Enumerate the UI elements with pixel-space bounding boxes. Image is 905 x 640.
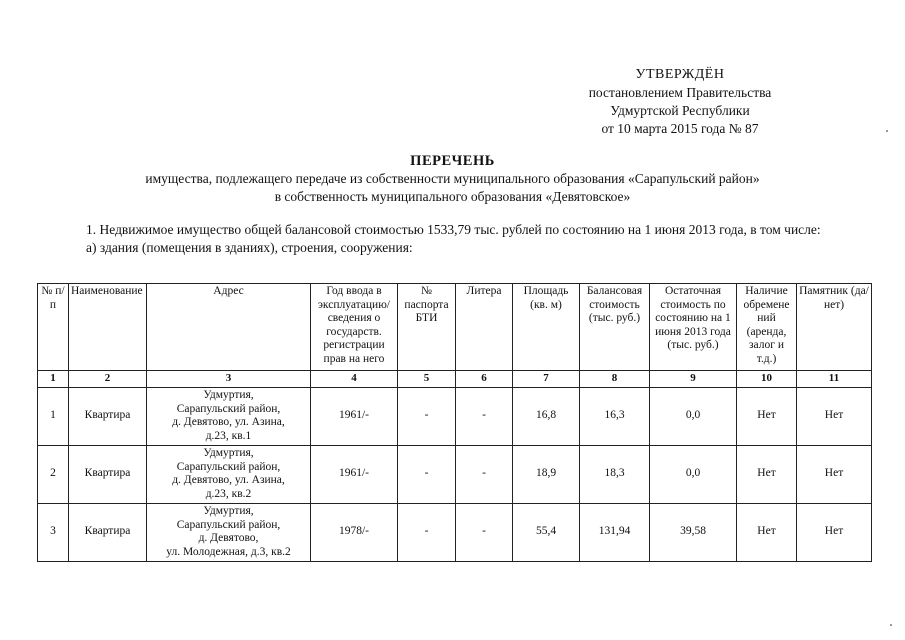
approval-block — [560, 66, 800, 138]
cell-area: 16,8 — [513, 387, 580, 445]
cell-number: 2 — [38, 445, 69, 503]
cell-encumbrance: Нет — [737, 503, 797, 561]
document-title: ПЕРЕЧЕНЬ — [410, 153, 495, 169]
cell-residual: 0,0 — [650, 445, 737, 503]
cell-year: 1961/- — [311, 445, 398, 503]
cell-address — [147, 445, 311, 503]
cell-year: 1961/- — [311, 387, 398, 445]
address-line: д. Девятово, ул. Азина, — [172, 416, 285, 428]
column-number: 10 — [737, 371, 797, 388]
col-header-monument: Памятник (да/нет) — [797, 284, 872, 371]
approval-line-3: от 10 марта 2015 года № 87 — [601, 121, 759, 136]
col-header-name: Наименование — [69, 284, 147, 371]
address-line: Удмуртия, — [203, 447, 254, 459]
cell-area: 18,9 — [513, 445, 580, 503]
col-header-litera: Литера — [456, 284, 513, 371]
column-number: 4 — [311, 371, 398, 388]
address-line: д. Девятово, — [198, 532, 259, 544]
col-header-bti: № паспорта БТИ — [398, 284, 456, 371]
cell-litera: - — [456, 445, 513, 503]
intro-paragraph: 1. Недвижимое имущество общей балансовой стоимостью 1533,79 тыс. рублей по состоянию на 1 июня 2013 года, в том числе: — [86, 222, 821, 237]
col-header-encumbrance: Наличие обремене ний (аренда, залог и т.д.) — [737, 284, 797, 371]
scan-speck — [890, 624, 892, 626]
address-line: Удмуртия, — [203, 389, 254, 401]
cell-address — [147, 387, 311, 445]
col-header-area: Площадь (кв. м) — [513, 284, 580, 371]
cell-number: 1 — [38, 387, 69, 445]
col-header-year: Год ввода в эксплуатацию/ сведения о государств. регистрации прав на него — [311, 284, 398, 371]
address-line: д.23, кв.1 — [205, 429, 252, 442]
cell-bti: - — [398, 387, 456, 445]
cell-area: 55,4 — [513, 503, 580, 561]
address-line: Сарапульский район, — [176, 402, 281, 415]
approval-title: УТВЕРЖДЁН — [635, 67, 725, 82]
cell-balance: 131,94 — [580, 503, 650, 561]
cell-monument: Нет — [797, 445, 872, 503]
cell-litera: - — [456, 387, 513, 445]
cell-residual: 0,0 — [650, 387, 737, 445]
cell-encumbrance: Нет — [737, 445, 797, 503]
table-row — [38, 445, 872, 503]
cell-year: 1978/- — [311, 503, 398, 561]
address-line: Удмуртия, — [203, 505, 254, 517]
cell-bti: - — [398, 445, 456, 503]
table-row — [38, 503, 872, 561]
table-row — [38, 387, 872, 445]
cell-monument: Нет — [797, 387, 872, 445]
column-number-row — [38, 371, 872, 388]
cell-address — [147, 503, 311, 561]
document-subtitle-line-2: в собственность муниципального образования «Девятовское» — [274, 189, 631, 204]
document-subtitle-line-1: имущества, подлежащего передаче из собственности муниципального образования «Сарапульский район» — [145, 171, 760, 186]
col-header-balance: Балансовая стоимость (тыс. руб.) — [580, 284, 650, 371]
intro-text — [38, 221, 858, 257]
cell-number: 3 — [38, 503, 69, 561]
approval-line-2: Удмуртской Республики — [610, 103, 750, 118]
cell-bti: - — [398, 503, 456, 561]
property-table — [37, 283, 872, 562]
col-header-address: Адрес — [147, 284, 311, 371]
address-line: д. Девятово, ул. Азина, — [172, 474, 285, 486]
cell-balance: 18,3 — [580, 445, 650, 503]
column-number: 3 — [147, 371, 311, 388]
col-header-residual: Остаточная стоимость по состоянию на 1 июня 2013 года (тыс. руб.) — [650, 284, 737, 371]
cell-name: Квартира — [69, 387, 147, 445]
column-number: 8 — [580, 371, 650, 388]
cell-monument: Нет — [797, 503, 872, 561]
cell-encumbrance: Нет — [737, 387, 797, 445]
table-header-row — [38, 284, 872, 371]
column-number: 7 — [513, 371, 580, 388]
address-line: д.23, кв.2 — [205, 487, 252, 500]
column-number: 9 — [650, 371, 737, 388]
address-line: Сарапульский район, — [176, 518, 281, 531]
approval-line-1: постановлением Правительства — [588, 85, 772, 100]
column-number: 1 — [38, 371, 69, 388]
cell-name: Квартира — [69, 503, 147, 561]
column-number: 5 — [398, 371, 456, 388]
column-number: 2 — [69, 371, 147, 388]
column-number: 11 — [797, 371, 872, 388]
column-number: 6 — [456, 371, 513, 388]
address-line: ул. Молодежная, д.3, кв.2 — [166, 545, 291, 558]
document-heading — [0, 152, 905, 206]
scan-speck — [886, 130, 888, 132]
col-header-number: № п/п — [38, 284, 69, 371]
cell-litera: - — [456, 503, 513, 561]
cell-balance: 16,3 — [580, 387, 650, 445]
address-line: Сарапульский район, — [176, 460, 281, 473]
cell-residual: 39,58 — [650, 503, 737, 561]
intro-subheading: а) здания (помещения в зданиях), строения, сооружения: — [86, 240, 413, 255]
cell-name: Квартира — [69, 445, 147, 503]
